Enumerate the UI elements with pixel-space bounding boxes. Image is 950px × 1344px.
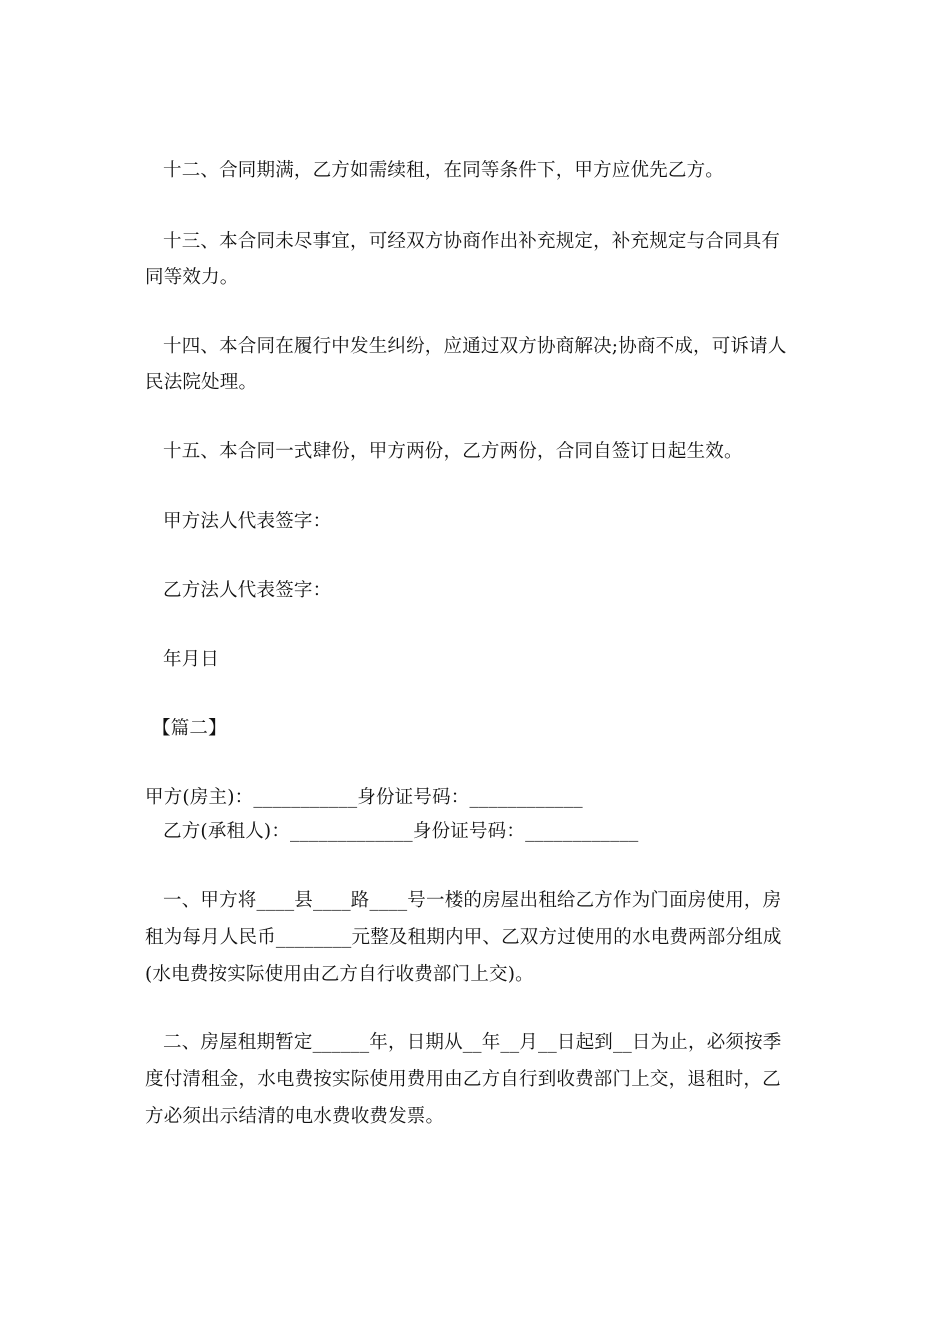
party-a-signature: 甲方法人代表签字： [163,511,332,532]
clause-14-line-2: 民法院处理。 [145,372,258,393]
paragraph-2-line-3: 方必须出示结清的电水费收费发票。 [145,1106,445,1127]
paragraph-2-line-2: 度付清租金，水电费按实际使用费用由乙方自行到收费部门上交，退租时，乙 [145,1069,781,1090]
tenant-line: 乙方(承租人)：_____________身份证号码：____________ [163,821,639,842]
clause-15: 十五、本合同一式肆份，甲方两份，乙方两份，合同自签订日起生效。 [163,441,743,462]
paragraph-1-line-2: 租为每月人民币________元整及租期内甲、乙双方过使用的水电费两部分组成 [145,927,782,948]
landlord-line: 甲方(房主)：___________身份证号码：____________ [145,787,583,808]
party-b-signature: 乙方法人代表签字： [163,580,332,601]
section-heading: 【篇二】 [152,718,227,739]
paragraph-1-line-1: 一、甲方将____县____路____号一楼的房屋出租给乙方作为门面房使用，房 [163,890,782,911]
clause-12: 十二、合同期满，乙方如需续租，在同等条件下，甲方应优先乙方。 [163,160,725,181]
clause-14-line-1: 十四、本合同在履行中发生纠纷，应通过双方协商解决;协商不成，可诉请人 [163,336,787,357]
paragraph-2-line-1: 二、房屋租期暂定______年，日期从__年__月__日起到__日为止，必须按季 [163,1032,782,1053]
clause-13-line-2: 同等效力。 [145,267,239,288]
date-line: 年月日 [163,649,220,670]
paragraph-1-line-3: (水电费按实际使用由乙方自行收费部门上交)。 [145,964,534,985]
clause-13-line-1: 十三、本合同未尽事宜，可经双方协商作出补充规定，补充规定与合同具有 [163,231,781,252]
